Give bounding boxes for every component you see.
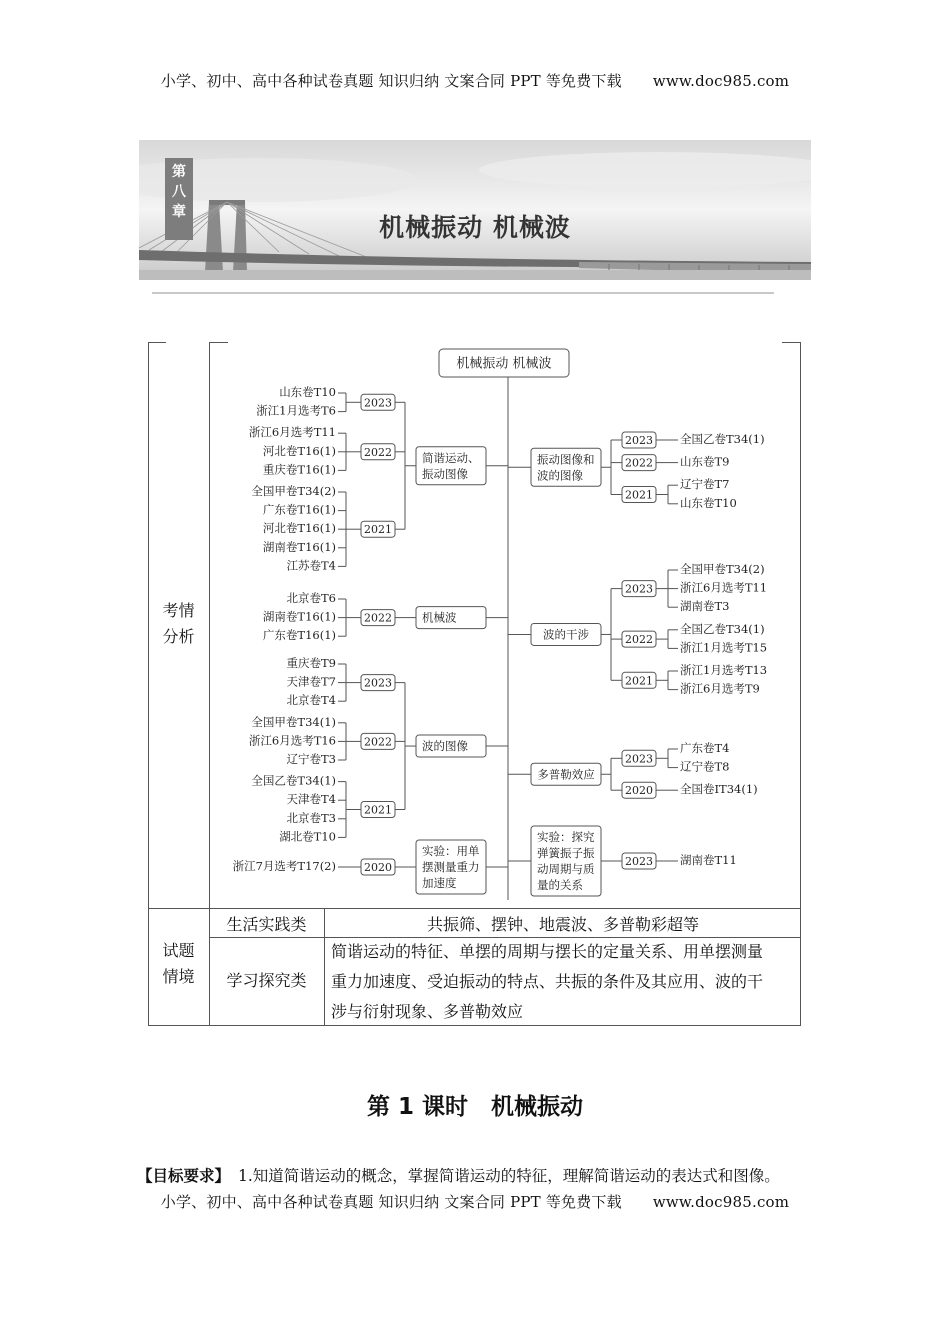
goal-label: 【目标要求】 [137, 1167, 231, 1185]
chapter-title: 机械振动 机械波 [379, 213, 571, 242]
year-label: 2023 [364, 676, 392, 690]
source-item: 湖南卷T16(1) [262, 609, 336, 624]
source-item: 湖南卷T3 [680, 599, 730, 614]
source-item: 浙江7月选考T17(2) [232, 859, 336, 873]
source-item: 山东卷T10 [680, 495, 737, 510]
year-label: 2023 [625, 582, 653, 596]
situation-type-study: 学习探究类 [226, 971, 307, 990]
year-label: 2022 [364, 735, 392, 749]
source-item: 全国甲卷T34(2) [251, 484, 336, 498]
situation-content-study [331, 937, 799, 1027]
page-header [0, 70, 950, 91]
source-item: 湖南卷T11 [680, 853, 737, 867]
source-item: 全国乙卷T34(1) [251, 773, 336, 788]
year-label: 2023 [625, 752, 653, 766]
topic-label: 波的图像 [537, 468, 583, 483]
topic-label: 动周期与质 [537, 862, 595, 876]
year-label: 2021 [364, 523, 392, 537]
situation-label-line1: 试题 [162, 941, 195, 960]
situation-type-life: 生活实践类 [226, 915, 307, 934]
year-label: 2021 [625, 488, 653, 502]
banner-shadow-line [152, 292, 774, 294]
year-label: 2023 [625, 855, 653, 868]
source-item: 天津卷T4 [286, 792, 336, 807]
goal-text: 1.知道简谐运动的概念，掌握简谐运动的特征，理解简谐运动的表达式和图像。 [238, 1167, 780, 1185]
lesson-title: 第 1 课时 机械振动 [366, 1094, 584, 1120]
topic-label: 量的关系 [537, 878, 583, 892]
source-item: 天津卷T7 [286, 674, 336, 689]
source-item: 全国乙卷T34(1) [680, 432, 765, 446]
source-item: 山东卷T9 [680, 454, 730, 469]
source-item: 浙江6月选考T16 [248, 733, 336, 748]
source-item: 全国甲卷T34(2) [680, 562, 765, 576]
source-item: 河北卷T16(1) [262, 521, 336, 536]
source-item: 浙江6月选考T9 [680, 681, 760, 696]
topic-label: 机械波 [422, 610, 457, 625]
topic-label: 多普勒效应 [537, 767, 595, 782]
source-item: 浙江6月选考T11 [248, 425, 336, 440]
topic-label: 简谐运动、 [422, 450, 480, 465]
year-label: 2022 [625, 456, 653, 470]
source-item: 湖北卷T10 [279, 829, 336, 844]
year-label: 2022 [364, 445, 392, 459]
analysis-label-line1: 考情 [162, 601, 195, 620]
topic-label: 加速度 [422, 876, 457, 890]
source-item: 北京卷T3 [286, 810, 336, 825]
goal-statement [137, 1164, 780, 1186]
topic-label: 振动图像和 [537, 452, 595, 467]
year-label: 2020 [364, 861, 392, 874]
page-footer [0, 1191, 950, 1212]
topic-label: 弹簧振子振 [537, 846, 595, 860]
source-item: 重庆卷T16(1) [262, 462, 336, 477]
situation-content-line1: 简谐运动的特征、单摆的周期与摆长的定量关系、用单摆测量 [331, 942, 764, 961]
source-item: 广东卷T4 [680, 741, 730, 755]
source-item: 广东卷T16(1) [262, 628, 336, 643]
analysis-label [148, 598, 209, 650]
header-text: 小学、初中、高中各种试卷真题 知识归纳 文案合同 PPT 等免费下载 [160, 72, 622, 90]
source-item: 辽宁卷T7 [680, 477, 730, 492]
chapter-banner [139, 140, 811, 280]
situation-content-line2: 重力加速度、受迫振动的特点、共振的条件及其应用、波的干 [331, 972, 764, 991]
source-item: 湖南卷T16(1) [262, 539, 336, 554]
year-label: 2022 [625, 633, 653, 647]
topic-label: 波的图像 [422, 739, 468, 754]
header-site: www.doc985.com [652, 72, 790, 90]
source-item: 浙江1月选考T13 [680, 663, 768, 677]
source-item: 江苏卷T4 [286, 558, 336, 573]
year-label: 2021 [364, 803, 392, 817]
source-item: 辽宁卷T3 [286, 752, 336, 766]
situation-label [148, 938, 209, 990]
footer-site: www.doc985.com [652, 1193, 790, 1211]
topic-label: 振动图像 [422, 466, 468, 481]
source-item: 北京卷T4 [286, 693, 336, 708]
topic-label: 波的干涉 [543, 627, 589, 642]
source-item: 全国乙卷T34(1) [680, 621, 765, 636]
source-item: 辽宁卷T8 [680, 759, 730, 774]
source-item: 浙江6月选考T11 [680, 580, 768, 595]
source-item: 河北卷T16(1) [262, 443, 336, 458]
year-label: 2020 [625, 784, 653, 798]
analysis-label-line2: 分析 [162, 627, 195, 646]
year-label: 2023 [625, 434, 653, 447]
source-item: 山东卷T10 [279, 385, 336, 399]
year-label: 2022 [364, 611, 392, 625]
chapter-tag-text: 第八章 [172, 164, 186, 220]
topic-label: 实验：探究 [537, 830, 595, 844]
situation-label-line2: 情境 [162, 967, 195, 986]
year-label: 2023 [364, 396, 392, 410]
source-item: 全国卷ⅠT34(1) [680, 782, 758, 797]
topic-label: 实验：用单 [422, 844, 480, 858]
source-item: 广东卷T16(1) [262, 502, 336, 517]
year-label: 2021 [625, 674, 653, 688]
source-item: 浙江1月选考T6 [256, 403, 336, 418]
topic-label: 摆测量重力 [422, 860, 480, 874]
source-item: 重庆卷T9 [286, 656, 336, 670]
situation-content-line3: 涉与衍射现象、多普勒效应 [331, 1002, 524, 1021]
source-item: 全国甲卷T34(1) [251, 714, 336, 729]
analysis-table [148, 342, 801, 1026]
root-node-label: 机械振动 机械波 [456, 356, 552, 372]
footer-text: 小学、初中、高中各种试卷真题 知识归纳 文案合同 PPT 等免费下载 [160, 1193, 622, 1211]
situation-content-life: 共振筛、摆钟、地震波、多普勒彩超等 [426, 915, 699, 934]
source-item: 浙江1月选考T15 [680, 640, 768, 655]
source-item: 北京卷T6 [286, 591, 336, 605]
